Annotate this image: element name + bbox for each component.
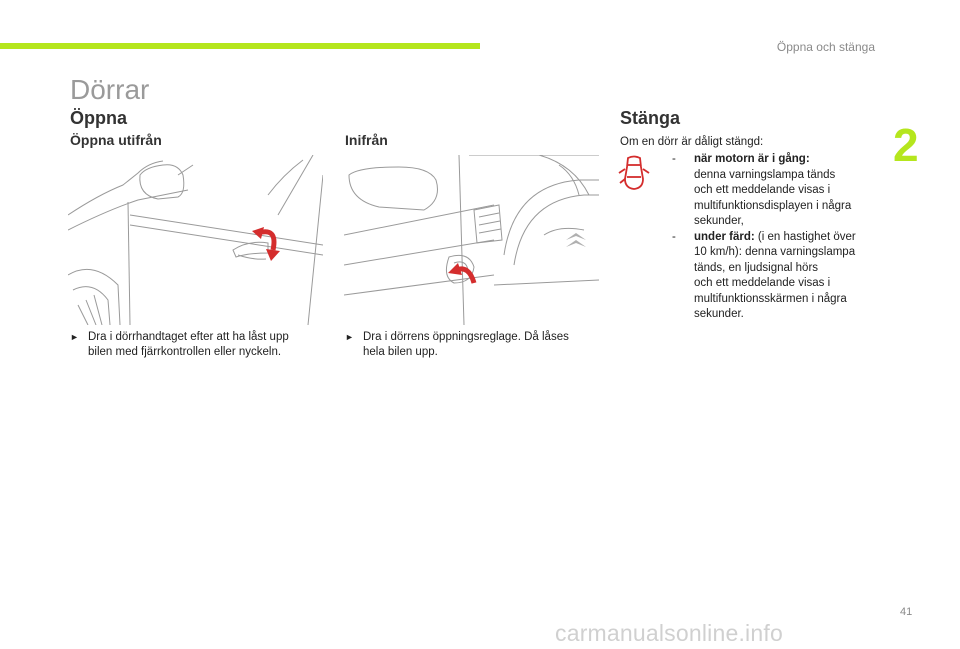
- open-outside-heading: Öppna utifrån: [70, 132, 162, 148]
- open-inside-instruction: ► Dra i dörrens öppningsreglage. Då låses hela bilen upp.: [345, 331, 569, 358]
- page-title: Dörrar: [70, 74, 150, 105]
- watermark: carmanualsonline.info: [555, 620, 783, 646]
- arrow-bullet-icon: ►: [70, 332, 79, 342]
- pull-arrow-icon: [252, 227, 280, 261]
- open-outside-instruction: ► Dra i dörrhandtaget efter att ha låst upp bilen med fjärrkontrollen eller nyckeln.: [70, 331, 289, 358]
- accent-bar: [0, 43, 480, 49]
- interior-door-illustration: [344, 155, 599, 325]
- close-intro: Om en dörr är dåligt stängd:: [620, 136, 764, 148]
- section-title: Öppna och stänga: [776, 40, 875, 54]
- door-open-warning-icon: [617, 155, 651, 191]
- close-warning-list: [672, 152, 882, 323]
- list-item: - när motorn är i gång: denna varningslampa tänds och ett meddelande visas i multifunktionsdisplayen i några sekunder,: [672, 153, 852, 227]
- pull-arrow-icon: [448, 263, 474, 283]
- open-heading: Öppna: [70, 108, 127, 128]
- exterior-door-illustration: [68, 155, 323, 325]
- chapter-number: 2: [893, 119, 919, 171]
- open-inside-heading: Inifrån: [345, 132, 388, 148]
- close-heading: Stänga: [620, 108, 681, 128]
- list-item: - under färd: (i en hastighet över 10 km/h): denna varningslampa tänds, en ljudsignal hörs och ett meddelande visas i multifunktionsskärmen i några sekunder.: [672, 230, 856, 320]
- arrow-bullet-icon: ►: [345, 332, 354, 342]
- page-number: 41: [900, 606, 913, 618]
